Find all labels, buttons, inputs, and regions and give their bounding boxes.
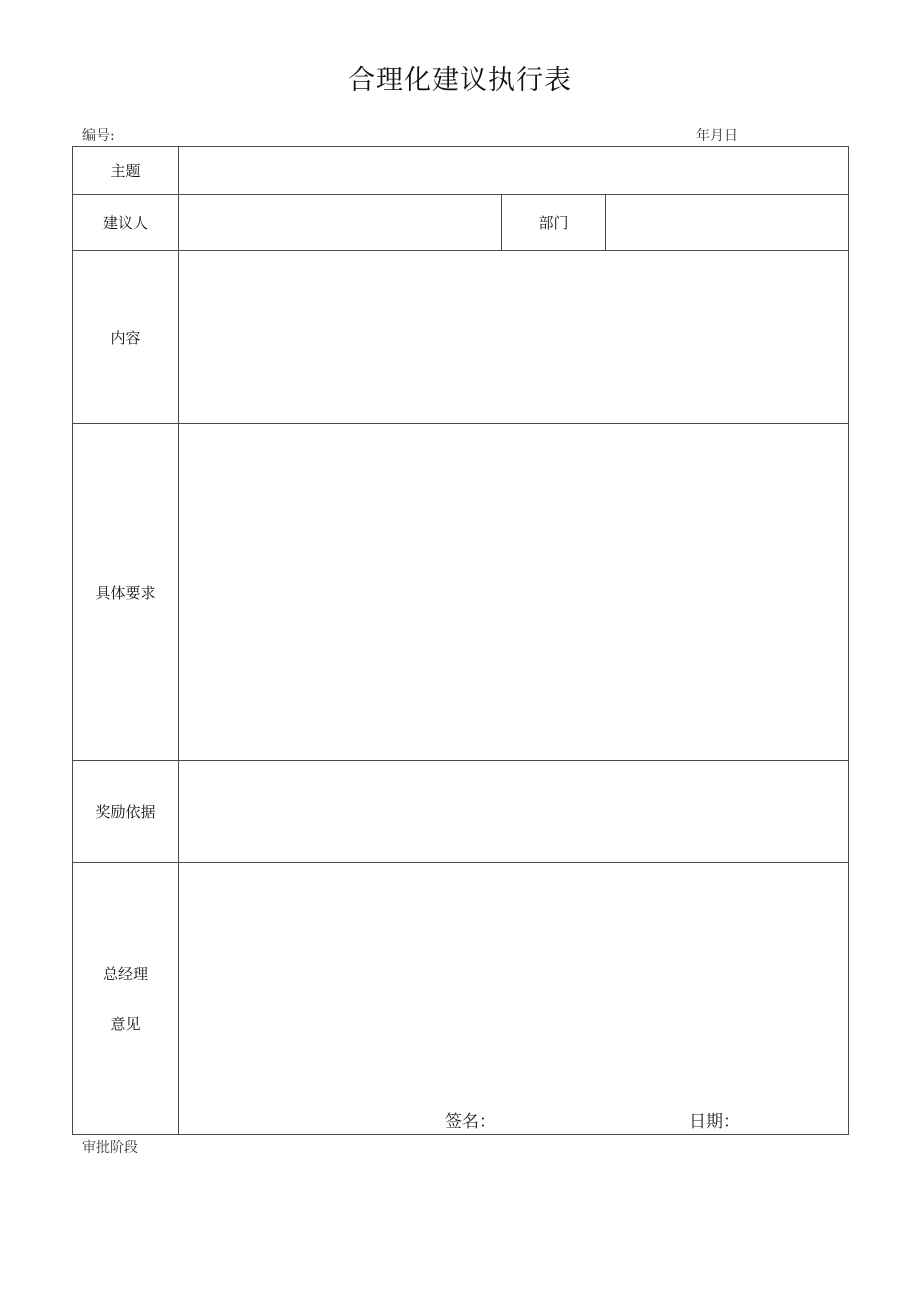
- reward-basis-label: 奖励依据: [73, 761, 179, 863]
- date-header-label: 年月日: [696, 128, 738, 144]
- proposer-field[interactable]: [179, 195, 502, 251]
- requirements-row: [73, 424, 849, 761]
- number-label: 编号:: [82, 128, 115, 144]
- topic-label: 主题: [73, 147, 179, 195]
- requirements-field[interactable]: [179, 424, 849, 761]
- proposer-label: 建议人: [73, 195, 179, 251]
- gm-opinion-label-line2: 意见: [110, 1014, 141, 1033]
- content-row: [73, 251, 849, 424]
- topic-field[interactable]: [179, 147, 849, 195]
- approval-stage-label: 审批阶段: [82, 1140, 138, 1156]
- suggestion-form-table: [72, 146, 849, 1135]
- gm-opinion-row: [73, 863, 849, 1135]
- gm-opinion-label-line1: 总经理: [102, 964, 148, 983]
- requirements-label: 具体要求: [73, 424, 179, 761]
- content-label: 内容: [73, 251, 179, 424]
- content-field[interactable]: [179, 251, 849, 424]
- reward-basis-row: [73, 761, 849, 863]
- reward-basis-field[interactable]: [179, 761, 849, 863]
- signature-date-label: 日期：: [689, 1112, 740, 1132]
- topic-row: [73, 147, 849, 195]
- page-title: 合理化建议执行表: [348, 65, 572, 96]
- department-field[interactable]: [606, 195, 849, 251]
- gm-opinion-field[interactable]: [179, 863, 849, 1135]
- signature-label: 签名：: [445, 1112, 496, 1132]
- gm-opinion-label: [73, 863, 179, 1135]
- department-label: 部门: [502, 195, 606, 251]
- proposer-row: [73, 195, 849, 251]
